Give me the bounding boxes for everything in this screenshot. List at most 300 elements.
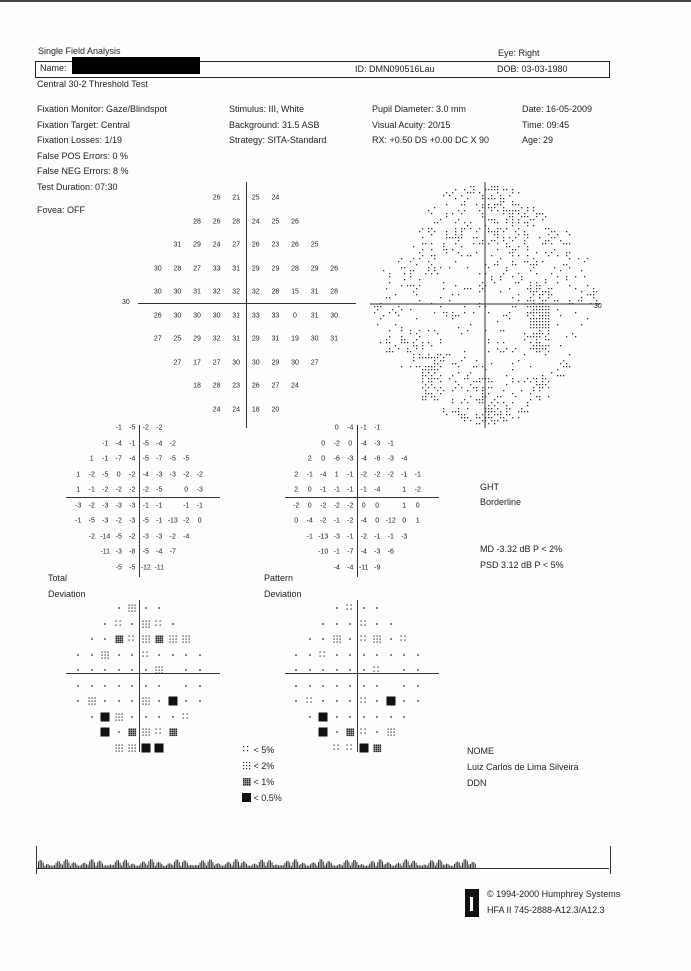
threshold-value: 31 (310, 312, 319, 320)
threshold-value: 30 (153, 265, 162, 273)
pattern-deviation-prob-symbol (305, 708, 314, 717)
pattern-deviation-value: -6 (374, 455, 381, 463)
total-deviation-prob-symbol (128, 615, 137, 624)
pattern-deviation-prob-symbol (332, 693, 341, 702)
pattern-deviation-value: -2 (347, 517, 354, 525)
pattern-deviation-value: -11 (358, 564, 369, 572)
pattern-deviation-value: -1 (387, 533, 394, 541)
pattern-deviation-prob-symbol (400, 677, 409, 686)
params-col1 (37, 102, 167, 195)
threshold-value: 32 (251, 288, 260, 296)
total-deviation-prob-symbol (141, 662, 150, 671)
total-label-2: Deviation (48, 589, 86, 599)
threshold-value: 30 (310, 335, 319, 343)
total-deviation-prob-symbol (141, 600, 150, 609)
pattern-label-1: Pattern (264, 573, 294, 583)
pattern-deviation-value: -4 (306, 517, 313, 525)
threshold-value: 31 (330, 335, 339, 343)
threshold-value: 29 (310, 265, 319, 273)
pattern-deviation-value: 1 (334, 471, 339, 479)
pattern-deviation-value: -1 (360, 424, 367, 432)
total-deviation-value: -3 (102, 517, 109, 525)
total-deviation-value: -2 (102, 486, 109, 494)
pattern-deviation-prob-symbol (346, 662, 355, 671)
total-deviation-value: 1 (76, 486, 81, 494)
pattern-deviation-prob-symbol (359, 677, 368, 686)
model-version: HFA II 745-2888-A12.3/A12.3 (487, 905, 605, 915)
pattern-deviation-prob-symbol (332, 600, 341, 609)
total-deviation-value: -3 (156, 471, 163, 479)
pattern-deviation-prob-symbol (386, 615, 395, 624)
pattern-deviation-prob-symbol (319, 662, 328, 671)
pattern-deviation-prob-symbol (292, 677, 301, 686)
pd-prob-v-axis (357, 600, 358, 752)
total-deviation-prob-symbol (195, 662, 204, 671)
pattern-deviation-prob-symbol (373, 662, 382, 671)
total-deviation-value: -1 (156, 517, 163, 525)
total-deviation-value: -1 (156, 502, 163, 510)
total-deviation-value: -5 (142, 517, 149, 525)
patient-age: Age: 29 (522, 135, 554, 145)
fixation-target: Fixation Target: Central (37, 119, 130, 130)
total-deviation-prob-symbol (128, 600, 137, 609)
fovea-label: Fovea: OFF (37, 205, 86, 215)
pattern-deviation-value: -1 (306, 471, 313, 479)
total-deviation-prob-symbol (168, 708, 177, 717)
total-deviation-value: -8 (129, 548, 136, 556)
threshold-value: 29 (193, 241, 201, 249)
threshold-h-axis (138, 303, 356, 304)
threshold-value: 30 (212, 312, 221, 320)
greyscale-map (370, 182, 600, 428)
false-pos: False POS Errors: 0 % (37, 150, 129, 161)
top-border (0, 0, 691, 2)
patient-dob: DOB: 03-03-1980 (497, 64, 568, 74)
name-label: Name: (40, 63, 67, 73)
pattern-deviation-value: -10 (318, 548, 329, 556)
legend-p5-label: < 5% (253, 745, 275, 755)
threshold-value: 26 (212, 218, 221, 226)
pattern-deviation-value: -3 (347, 455, 354, 463)
fixation-monitor: Fixation Monitor: Gaze/Blindspot (37, 104, 168, 114)
pattern-deviation-prob-symbol (346, 724, 355, 733)
total-deviation-value: -1 (75, 517, 82, 525)
total-deviation-value: 0 (184, 486, 189, 494)
total-deviation-prob-symbol (101, 631, 110, 640)
pattern-deviation-value: -2 (387, 471, 394, 479)
rx: RX: +0.50 DS +0.00 DC X 90 (372, 135, 490, 145)
pattern-deviation-prob-symbol (400, 662, 409, 671)
pd-h-axis (285, 497, 439, 498)
pattern-deviation-prob-symbol (359, 724, 368, 733)
pattern-deviation-value: -6 (387, 548, 394, 556)
threshold-value: 26 (251, 241, 260, 249)
total-deviation-prob-symbol (155, 693, 164, 702)
threshold-value: 31 (271, 335, 280, 343)
pattern-deviation-value: -4 (347, 424, 354, 432)
pattern-deviation-prob-symbol (332, 708, 341, 717)
pattern-deviation-prob-symbol (319, 708, 328, 717)
total-deviation-prob-symbol (114, 631, 123, 640)
total-deviation-prob-symbol (182, 662, 191, 671)
pattern-deviation-prob-symbol (359, 600, 368, 609)
report-title: Single Field Analysis (38, 46, 121, 56)
pattern-deviation-prob-symbol (332, 615, 341, 624)
total-deviation-value: 0 (197, 517, 202, 525)
total-deviation-prob-symbol (101, 615, 110, 624)
pattern-deviation-value: -1 (347, 486, 354, 494)
total-deviation-value: -2 (142, 424, 149, 432)
pattern-deviation-value: -3 (374, 548, 381, 556)
pattern-deviation-prob-symbol (319, 615, 328, 624)
eye-label: Eye: Right (498, 48, 540, 58)
total-deviation-prob-symbol (195, 677, 204, 686)
pattern-deviation-value: 2 (294, 471, 299, 479)
threshold-value: 26 (291, 218, 299, 226)
background: Background: 31.5 ASB (229, 119, 320, 130)
pattern-deviation-prob-symbol (319, 631, 328, 640)
pattern-deviation-prob-symbol (373, 677, 382, 686)
threshold-value: 20 (271, 406, 280, 414)
total-deviation-prob-symbol (101, 662, 110, 671)
threshold-value: 32 (212, 288, 221, 296)
redaction-bar (72, 57, 200, 74)
total-deviation-prob-symbol (141, 646, 150, 655)
total-deviation-prob-symbol (101, 708, 110, 717)
total-deviation-prob-symbol (141, 631, 150, 640)
strategy: Strategy: SITA-Standard (229, 135, 327, 145)
pattern-deviation-prob-symbol (386, 631, 395, 640)
pattern-deviation-value: -1 (374, 424, 381, 432)
pattern-deviation-value: -7 (347, 548, 354, 556)
pattern-deviation-prob-symbol (359, 662, 368, 671)
pattern-deviation-prob-symbol (332, 646, 341, 655)
pattern-deviation-prob-symbol (332, 677, 341, 686)
total-deviation-value: -3 (102, 502, 109, 510)
pattern-deviation-value: 2 (294, 486, 299, 494)
total-deviation-value: -5 (129, 424, 136, 432)
total-deviation-prob-symbol (74, 677, 83, 686)
legend-p2 (242, 761, 274, 772)
total-deviation-prob-symbol (155, 724, 164, 733)
pattern-deviation-value: 0 (415, 502, 420, 510)
total-deviation-prob-symbol (168, 631, 177, 640)
total-deviation-value: -3 (156, 533, 163, 541)
total-deviation-value: -2 (169, 533, 176, 541)
pattern-deviation-value: -4 (360, 440, 367, 448)
total-deviation-value: -3 (196, 486, 203, 494)
threshold-value: 15 (291, 288, 299, 296)
legend-p1-label: < 1% (253, 777, 275, 787)
total-deviation-value: -2 (169, 440, 176, 448)
legend-p5 (242, 745, 274, 756)
total-deviation-prob-symbol (101, 646, 110, 655)
threshold-value: 0 (293, 312, 297, 320)
pattern-deviation-prob-symbol (359, 615, 368, 624)
total-deviation-value: -1 (102, 440, 109, 448)
pattern-deviation-prob-symbol (346, 646, 355, 655)
total-deviation-prob-symbol (74, 693, 83, 702)
total-deviation-value: -5 (129, 564, 136, 572)
params-col4 (522, 102, 592, 149)
threshold-value: 30 (173, 288, 182, 296)
pattern-deviation-prob-symbol (292, 693, 301, 702)
pd-v-axis (357, 425, 358, 577)
pattern-deviation-value: -4 (320, 471, 327, 479)
total-deviation-prob-symbol (155, 708, 164, 717)
pattern-deviation-value: -2 (360, 471, 367, 479)
legend-p1-symbol (242, 777, 251, 788)
threshold-value: 28 (173, 265, 182, 273)
total-deviation-value: -7 (115, 455, 122, 463)
pattern-deviation-value: -12 (385, 517, 396, 525)
threshold-v-axis (246, 182, 247, 428)
total-deviation-value: -2 (115, 517, 122, 525)
pattern-deviation-value: 1 (402, 486, 407, 494)
threshold-value: 33 (251, 312, 260, 320)
false-neg: False NEG Errors: 8 % (37, 166, 129, 176)
pattern-deviation-prob-symbol (359, 739, 368, 748)
pattern-deviation-prob-symbol (319, 646, 328, 655)
pattern-deviation-prob-symbol (305, 631, 314, 640)
threshold-value: 30 (193, 312, 201, 320)
pattern-deviation-prob-symbol (373, 693, 382, 702)
threshold-value: 19 (291, 335, 299, 343)
threshold-value: 23 (271, 241, 280, 249)
total-deviation-prob-symbol (128, 708, 137, 717)
threshold-value: 26 (153, 312, 162, 320)
pattern-deviation-prob-symbol (332, 631, 341, 640)
total-deviation-value: -2 (129, 486, 136, 494)
pupil-diameter: Pupil Diameter: 3.0 mm (372, 104, 467, 114)
total-deviation-prob-symbol (168, 615, 177, 624)
total-deviation-value: -2 (183, 517, 190, 525)
total-deviation-value: -2 (115, 486, 122, 494)
pattern-deviation-prob-symbol (332, 662, 341, 671)
pattern-deviation-value: -1 (347, 471, 354, 479)
pattern-deviation-value: -2 (320, 517, 327, 525)
total-deviation-prob-symbol (87, 693, 96, 702)
pattern-deviation-prob-symbol (359, 646, 368, 655)
pattern-deviation-prob-symbol (373, 724, 382, 733)
total-deviation-value: -2 (129, 471, 136, 479)
total-deviation-prob-symbol (168, 693, 177, 702)
pattern-deviation-value: 0 (375, 502, 380, 510)
total-deviation-value: -3 (129, 517, 136, 525)
total-deviation-prob-symbol (87, 631, 96, 640)
pattern-deviation-value: -1 (347, 533, 354, 541)
pattern-deviation-value: 0 (348, 440, 353, 448)
threshold-value: 24 (212, 406, 221, 414)
total-deviation-prob-symbol (155, 631, 164, 640)
pattern-deviation-value: -3 (401, 533, 408, 541)
td-h-axis (66, 497, 220, 498)
total-deviation-prob-symbol (141, 677, 150, 686)
threshold-value: 30 (251, 359, 260, 367)
pattern-label-2: Deviation (264, 589, 302, 599)
total-deviation-value: -2 (196, 471, 203, 479)
pattern-deviation-prob-symbol (346, 677, 355, 686)
total-deviation-value: -4 (129, 455, 136, 463)
legend-p05-symbol (242, 793, 251, 804)
total-deviation-value: -1 (102, 455, 109, 463)
pattern-deviation-prob-symbol (359, 708, 368, 717)
pattern-deviation-prob-symbol (346, 693, 355, 702)
threshold-value: 28 (271, 288, 280, 296)
legend-p5-symbol (242, 745, 251, 756)
pattern-deviation-prob-symbol (386, 708, 395, 717)
pattern-deviation-prob-symbol (373, 600, 382, 609)
total-deviation-prob-symbol (74, 646, 83, 655)
pattern-deviation-value: -6 (333, 455, 340, 463)
legend-p05-label: < 0.5% (253, 793, 282, 803)
threshold-value: 27 (193, 265, 201, 273)
total-deviation-value: -1 (196, 502, 203, 510)
pattern-deviation-prob-symbol (305, 677, 314, 686)
total-deviation-prob-symbol (87, 662, 96, 671)
pattern-deviation-value: -2 (360, 533, 367, 541)
total-deviation-prob-symbol (195, 646, 204, 655)
pattern-deviation-value: -1 (333, 486, 340, 494)
legend-p1 (242, 777, 274, 788)
threshold-value: 31 (193, 288, 201, 296)
pattern-deviation-prob-symbol (413, 662, 422, 671)
total-deviation-prob-symbol (182, 677, 191, 686)
pattern-deviation-prob-symbol (400, 631, 409, 640)
threshold-value: 24 (291, 382, 299, 390)
total-deviation-value: -1 (183, 502, 190, 510)
threshold-value: 33 (271, 312, 280, 320)
pattern-deviation-value: -1 (360, 486, 367, 494)
total-deviation-value: -5 (169, 455, 176, 463)
threshold-value: 31 (232, 312, 241, 320)
total-deviation-prob-symbol (168, 724, 177, 733)
total-deviation-prob-symbol (128, 693, 137, 702)
total-deviation-prob-symbol (114, 708, 123, 717)
total-deviation-value: -3 (115, 548, 122, 556)
threshold-value: 18 (193, 382, 201, 390)
pattern-deviation-prob-symbol (346, 739, 355, 748)
total-deviation-value: -5 (102, 471, 109, 479)
pattern-deviation-prob-symbol (319, 677, 328, 686)
copyright: © 1994-2000 Humphrey Systems (487, 889, 621, 899)
test-date: Date: 16-05-2009 (522, 104, 593, 114)
threshold-value: 31 (310, 288, 319, 296)
pattern-deviation-prob-symbol (319, 693, 328, 702)
total-deviation-prob-symbol (141, 724, 150, 733)
psd-value: PSD 3.12 dB P < 5% (480, 560, 564, 570)
params-col2 (229, 102, 326, 149)
pattern-deviation-prob-symbol (292, 662, 301, 671)
pattern-deviation-value: 0 (321, 440, 326, 448)
test-duration: Test Duration: 07:30 (37, 181, 118, 192)
pattern-deviation-value: -9 (374, 564, 381, 572)
pattern-deviation-prob-symbol (305, 693, 314, 702)
pattern-deviation-prob-symbol (386, 693, 395, 702)
total-deviation-prob-symbol (128, 662, 137, 671)
threshold-value: 26 (212, 194, 221, 202)
legend-p05 (242, 793, 282, 804)
total-deviation-prob-symbol (155, 739, 164, 748)
threshold-value: 29 (271, 359, 280, 367)
pattern-deviation-value: -1 (333, 517, 340, 525)
total-deviation-value: -2 (88, 471, 95, 479)
total-deviation-prob-symbol (155, 646, 164, 655)
threshold-value: 25 (310, 241, 319, 249)
pattern-deviation-value: -1 (414, 471, 421, 479)
pattern-deviation-value: -4 (374, 486, 381, 494)
total-deviation-prob-symbol (128, 631, 137, 640)
threshold-value: 24 (251, 218, 260, 226)
pattern-deviation-prob-symbol (346, 615, 355, 624)
threshold-value: 29 (193, 335, 201, 343)
pattern-deviation-value: -1 (387, 440, 394, 448)
threshold-value: 29 (251, 265, 260, 273)
pattern-deviation-prob-symbol (413, 677, 422, 686)
total-deviation-prob-symbol (87, 677, 96, 686)
threshold-value: 26 (251, 382, 260, 390)
pattern-deviation-prob-symbol (373, 708, 382, 717)
td-prob-v-axis (139, 600, 140, 752)
pattern-deviation-prob-symbol (332, 739, 341, 748)
total-deviation-prob-symbol (141, 708, 150, 717)
threshold-value: 29 (251, 335, 260, 343)
total-deviation-prob-symbol (101, 693, 110, 702)
threshold-value: 17 (193, 359, 201, 367)
pattern-deviation-value: -1 (333, 548, 340, 556)
threshold-value: 26 (330, 265, 339, 273)
threshold-value: 31 (232, 335, 241, 343)
threshold-value: 33 (212, 265, 221, 273)
pattern-deviation-value: 0 (402, 517, 407, 525)
params-col3 (372, 102, 489, 149)
threshold-value: 28 (212, 382, 221, 390)
total-deviation-value: -2 (129, 533, 136, 541)
threshold-value: 24 (212, 241, 221, 249)
pattern-deviation-value: -4 (360, 548, 367, 556)
test-time: Time: 09:45 (522, 119, 570, 130)
total-deviation-prob-symbol (182, 631, 191, 640)
pattern-deviation-value: 0 (361, 502, 366, 510)
total-deviation-value: -7 (156, 455, 163, 463)
signature-line3: DDN (467, 778, 487, 788)
total-deviation-prob-symbol (101, 724, 110, 733)
signature-line2: Luiz Carlos de Lima Silveira (467, 762, 579, 772)
total-deviation-value: -2 (183, 471, 190, 479)
pattern-deviation-prob-symbol (400, 646, 409, 655)
ght-label: GHT (480, 482, 499, 492)
threshold-value: 25 (271, 218, 280, 226)
total-deviation-value: -5 (183, 455, 190, 463)
pattern-deviation-value: -2 (333, 440, 340, 448)
total-deviation-prob-symbol (114, 693, 123, 702)
pattern-deviation-value: -1 (320, 486, 327, 494)
threshold-value: 28 (291, 265, 299, 273)
humphrey-logo-icon (465, 889, 479, 917)
total-deviation-value: -5 (142, 440, 149, 448)
total-deviation-prob-symbol (128, 646, 137, 655)
total-label-1: Total (48, 573, 68, 583)
pattern-deviation-value: -3 (374, 440, 381, 448)
pattern-deviation-value: -4 (360, 455, 367, 463)
pattern-deviation-value: 1 (402, 502, 407, 510)
total-deviation-value: -1 (142, 502, 149, 510)
pattern-deviation-value: -13 (318, 533, 329, 541)
total-deviation-prob-symbol (155, 615, 164, 624)
pattern-deviation-value: -2 (333, 502, 340, 510)
total-deviation-prob-symbol (114, 600, 123, 609)
pattern-deviation-prob-symbol (305, 662, 314, 671)
